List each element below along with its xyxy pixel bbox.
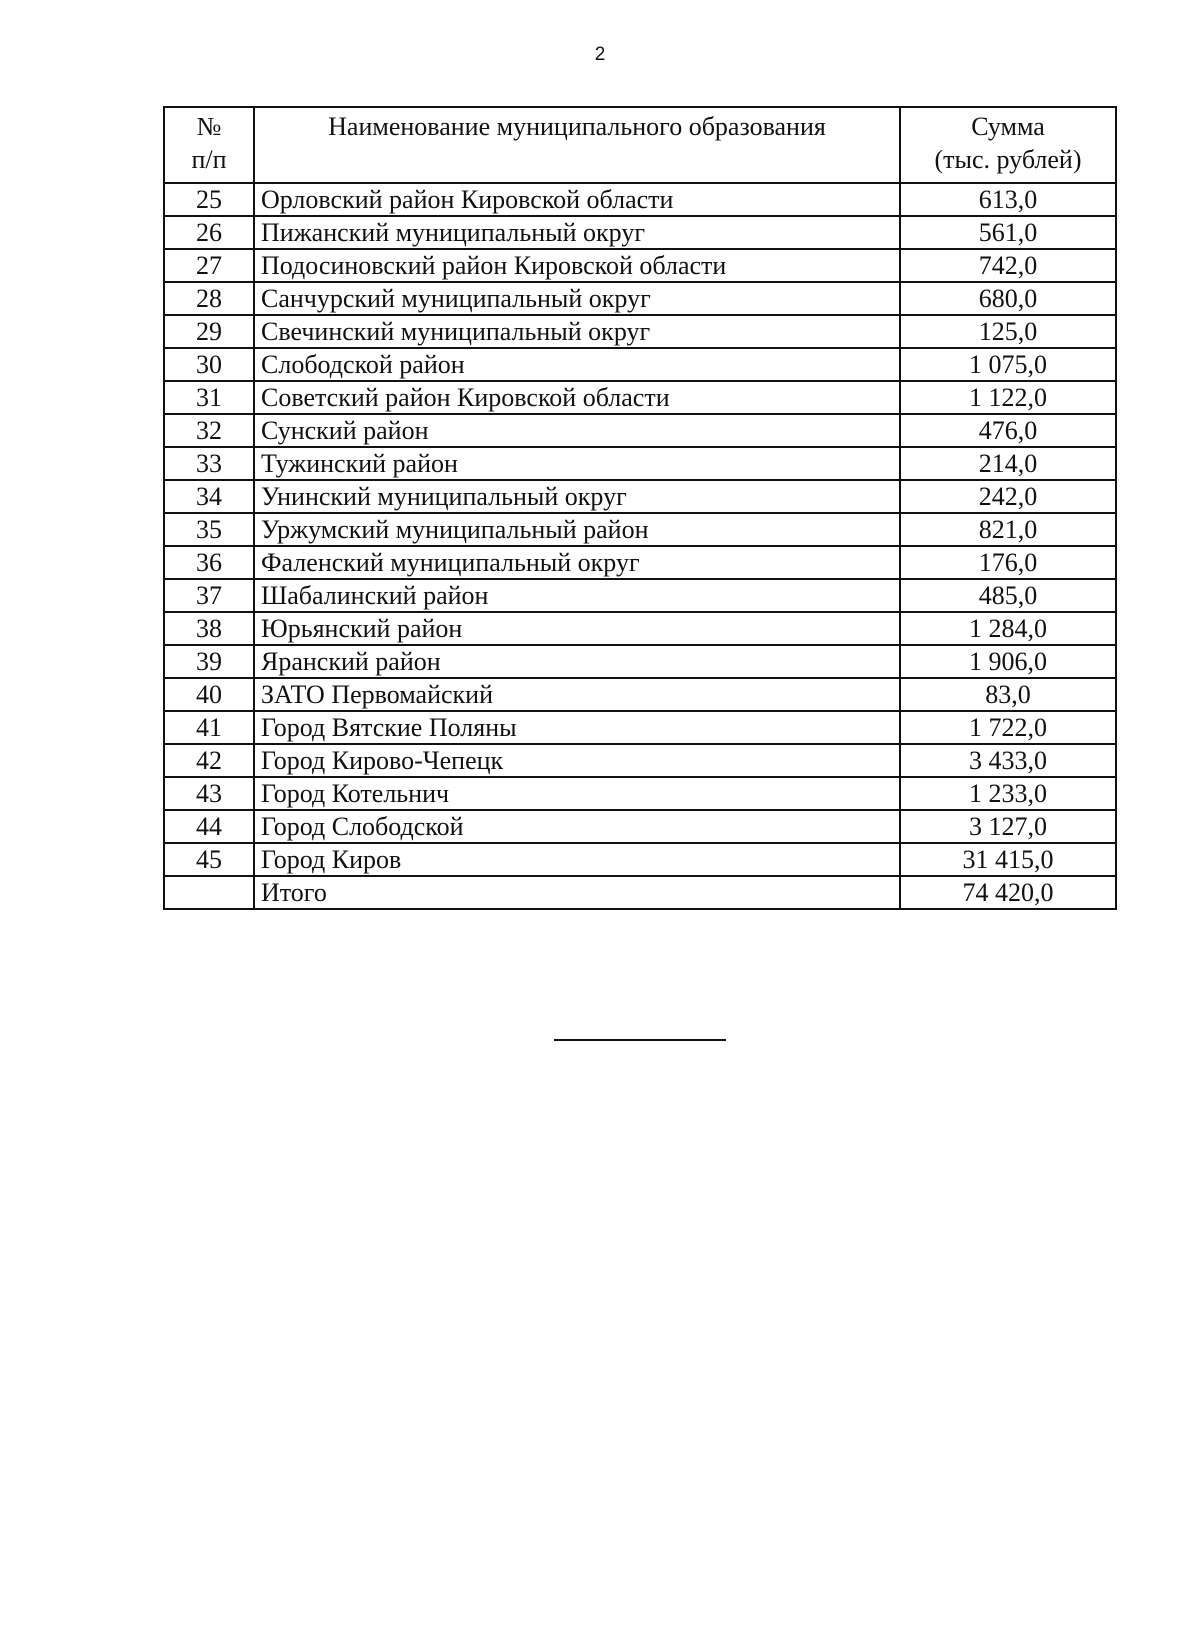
row-sum: 83,0 <box>900 678 1116 711</box>
header-municipality-name: Наименование муниципального образования <box>254 107 900 183</box>
row-municipality-name: Подосиновский район Кировской области <box>254 249 900 282</box>
table-row <box>164 843 1116 876</box>
allocation-table <box>163 106 1117 910</box>
total-sum: 74 420,0 <box>900 876 1116 909</box>
row-municipality-name: Советский район Кировской области <box>254 381 900 414</box>
end-of-document-rule <box>554 1039 726 1041</box>
row-number: 41 <box>164 711 254 744</box>
row-municipality-name: Пижанский муниципальный округ <box>254 216 900 249</box>
table-row <box>164 315 1116 348</box>
row-sum: 1 722,0 <box>900 711 1116 744</box>
row-sum: 1 906,0 <box>900 645 1116 678</box>
table-row <box>164 744 1116 777</box>
row-number: 42 <box>164 744 254 777</box>
table-row <box>164 216 1116 249</box>
row-sum: 3 127,0 <box>900 810 1116 843</box>
row-sum: 485,0 <box>900 579 1116 612</box>
table-row <box>164 612 1116 645</box>
row-sum: 3 433,0 <box>900 744 1116 777</box>
table-row <box>164 678 1116 711</box>
row-municipality-name: Унинский муниципальный округ <box>254 480 900 513</box>
row-municipality-name: Фаленский муниципальный округ <box>254 546 900 579</box>
row-municipality-name: Тужинский район <box>254 447 900 480</box>
row-municipality-name: Санчурский муниципальный округ <box>254 282 900 315</box>
row-number: 31 <box>164 381 254 414</box>
row-municipality-name: Яранский район <box>254 645 900 678</box>
row-sum: 1 284,0 <box>900 612 1116 645</box>
row-municipality-name: Свечинский муниципальный округ <box>254 315 900 348</box>
table-row <box>164 777 1116 810</box>
page-number: 2 <box>594 44 606 65</box>
row-sum: 821,0 <box>900 513 1116 546</box>
table-row <box>164 810 1116 843</box>
table-row <box>164 645 1116 678</box>
row-sum: 1 075,0 <box>900 348 1116 381</box>
row-number: 44 <box>164 810 254 843</box>
row-sum: 1 233,0 <box>900 777 1116 810</box>
row-sum: 680,0 <box>900 282 1116 315</box>
row-municipality-name: Уржумский муниципальный район <box>254 513 900 546</box>
row-sum: 561,0 <box>900 216 1116 249</box>
table-row <box>164 381 1116 414</box>
row-municipality-name: Юрьянский район <box>254 612 900 645</box>
table-total-row <box>164 876 1116 909</box>
row-municipality-name: Город Вятские Поляны <box>254 711 900 744</box>
row-sum: 742,0 <box>900 249 1116 282</box>
table-row <box>164 579 1116 612</box>
row-number: 27 <box>164 249 254 282</box>
header-number: № п/п <box>164 107 254 183</box>
table-row <box>164 546 1116 579</box>
row-number: 40 <box>164 678 254 711</box>
row-sum: 176,0 <box>900 546 1116 579</box>
row-number: 38 <box>164 612 254 645</box>
row-sum: 476,0 <box>900 414 1116 447</box>
row-municipality-name: ЗАТО Первомайский <box>254 678 900 711</box>
row-municipality-name: Орловский район Кировской области <box>254 183 900 216</box>
row-sum: 242,0 <box>900 480 1116 513</box>
row-number: 45 <box>164 843 254 876</box>
row-number: 37 <box>164 579 254 612</box>
row-sum: 1 122,0 <box>900 381 1116 414</box>
row-municipality-name: Шабалинский район <box>254 579 900 612</box>
table-row <box>164 447 1116 480</box>
header-sum: Сумма (тыс. рублей) <box>900 107 1116 183</box>
table-row <box>164 348 1116 381</box>
row-sum: 613,0 <box>900 183 1116 216</box>
row-number: 34 <box>164 480 254 513</box>
table-row <box>164 513 1116 546</box>
row-number: 35 <box>164 513 254 546</box>
table-row <box>164 480 1116 513</box>
table-body <box>164 183 1116 909</box>
row-municipality-name: Сунский район <box>254 414 900 447</box>
row-sum: 31 415,0 <box>900 843 1116 876</box>
row-number: 28 <box>164 282 254 315</box>
row-municipality-name: Слободской район <box>254 348 900 381</box>
row-municipality-name: Город Котельнич <box>254 777 900 810</box>
row-number: 26 <box>164 216 254 249</box>
table-row <box>164 249 1116 282</box>
row-number: 25 <box>164 183 254 216</box>
table-row <box>164 282 1116 315</box>
row-sum: 125,0 <box>900 315 1116 348</box>
row-number: 32 <box>164 414 254 447</box>
table-row <box>164 711 1116 744</box>
row-municipality-name: Город Слободской <box>254 810 900 843</box>
table-header-row <box>164 107 1116 183</box>
total-label: Итого <box>254 876 900 909</box>
row-number: 33 <box>164 447 254 480</box>
row-municipality-name: Город Кирово-Чепецк <box>254 744 900 777</box>
table-row <box>164 183 1116 216</box>
row-number: 30 <box>164 348 254 381</box>
row-sum: 214,0 <box>900 447 1116 480</box>
row-number: 43 <box>164 777 254 810</box>
row-number: 29 <box>164 315 254 348</box>
total-number <box>164 876 254 909</box>
row-municipality-name: Город Киров <box>254 843 900 876</box>
table-row <box>164 414 1116 447</box>
row-number: 36 <box>164 546 254 579</box>
row-number: 39 <box>164 645 254 678</box>
